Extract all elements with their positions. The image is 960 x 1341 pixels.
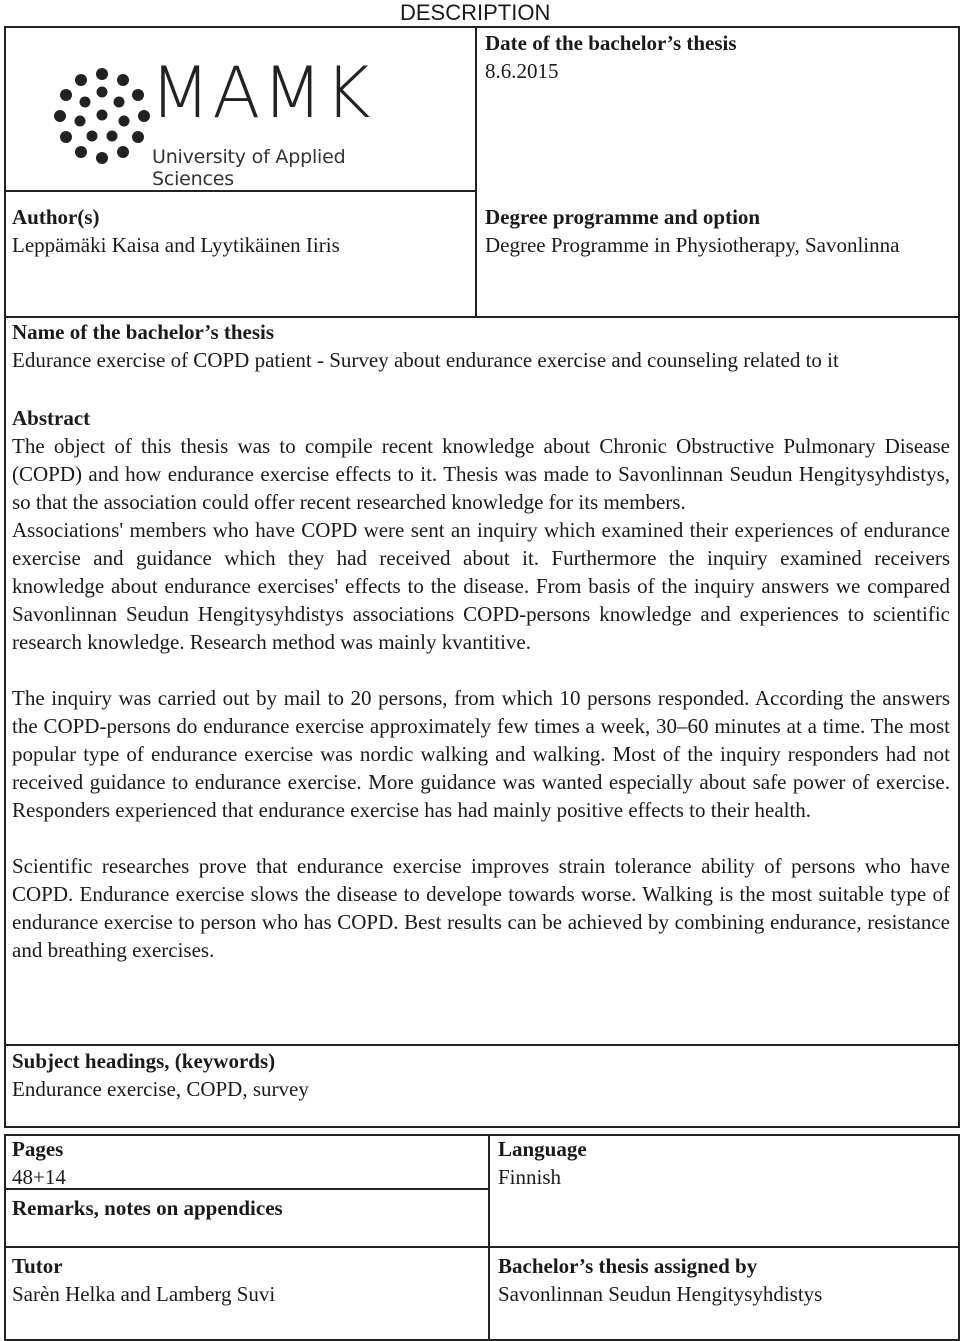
authors-label: Author(s) — [12, 205, 100, 229]
language-label: Language — [498, 1137, 587, 1161]
logo-subtitle: University of Applied Sciences — [152, 146, 346, 190]
bottom-section-box — [4, 1134, 960, 1341]
abstract-paragraph: The object of this thesis was to compile recent knowledge about Chronic Obstructive Pulmonary Disease (COPD) and how endurance exercise effects to it. Thesis was made to Savonlinnan Seudun Hengitysyhdistys, so that the association could offer recent researched knowledge for its members. — [12, 434, 950, 514]
logo-wordmark: MAMK — [150, 52, 373, 134]
keywords-value: Endurance exercise, COPD, survey — [12, 1077, 309, 1101]
tutor-divider — [4, 1246, 960, 1248]
thesis-name-label: Name of the bachelor’s thesis — [12, 320, 275, 344]
abstract-label: Abstract — [12, 406, 91, 430]
top-divider — [475, 26, 477, 318]
abstract-paragraph: The inquiry was carried out by mail to 20 persons, from which 10 persons responded. According the answers the COPD-persons do endurance exercise approximately few times a week, 30–60 minutes at a time. The most popular type of endurance exercise was nordic walking and walking. Most of the inquiry responders had not received guidance to endurance exercise. More guidance was wanted especially about safe power of exercise. Responders experienced that endurance exercise has had mainly positive effects to their health. — [12, 686, 950, 822]
abstract-paragraph: Associations' members who have COPD were sent an inquiry which examined their experiences of endurance exercise and guidance which they had received about it. Furthermore the inquiry examined receivers knowledge about endurance exercises' effects to the disease. From basis of the inquiry answers we compared Savonlinnan Seudun Hengitysyhdistys associations COPD-persons knowledge and experiences to scientific research knowledge. Research method was mainly kvantitive. — [12, 518, 950, 654]
tutor-label: Tutor — [12, 1254, 63, 1278]
assigned-by-label: Bachelor’s thesis assigned by — [498, 1254, 758, 1278]
logo-divider — [4, 190, 475, 192]
pages-label: Pages — [12, 1137, 64, 1161]
remarks-label: Remarks, notes on appendices — [12, 1196, 283, 1220]
degree-value: Degree Programme in Physiotherapy, Savonlinna — [485, 233, 900, 257]
language-value: Finnish — [498, 1165, 562, 1189]
mamk-logo — [52, 52, 432, 190]
keywords-label: Subject headings, (keywords) — [12, 1049, 276, 1073]
bottom-divider — [488, 1134, 490, 1341]
date-value: 8.6.2015 — [485, 59, 559, 83]
remarks-divider — [4, 1188, 488, 1190]
thesis-name-value: Edurance exercise of COPD patient - Survey about endurance exercise and counseling related to it — [12, 348, 839, 372]
description-header: DESCRIPTION — [400, 0, 551, 25]
assigned-by-value: Savonlinnan Seudun Hengitysyhdistys — [498, 1282, 823, 1306]
pages-value: 48+14 — [12, 1165, 66, 1189]
keywords-divider — [4, 1044, 960, 1046]
authors-value: Leppämäki Kaisa and Lyytikäinen Iiris — [12, 233, 340, 257]
abstract-body — [12, 432, 950, 964]
tutor-value: Sarèn Helka and Lamberg Suvi — [12, 1282, 276, 1306]
date-label: Date of the bachelor’s thesis — [485, 31, 737, 55]
abstract-paragraph: Scientific researches prove that endurance exercise improves strain tolerance ability of persons who have COPD. Endurance exercise slows the disease to develope towards worse. Walking is the most suitable type of endurance exercise to person who has COPD. Best results can be achieved by combining endurance, resistance and breathing exercises. — [12, 854, 950, 962]
logo-dots-icon — [52, 66, 152, 166]
degree-label: Degree programme and option — [485, 205, 761, 229]
